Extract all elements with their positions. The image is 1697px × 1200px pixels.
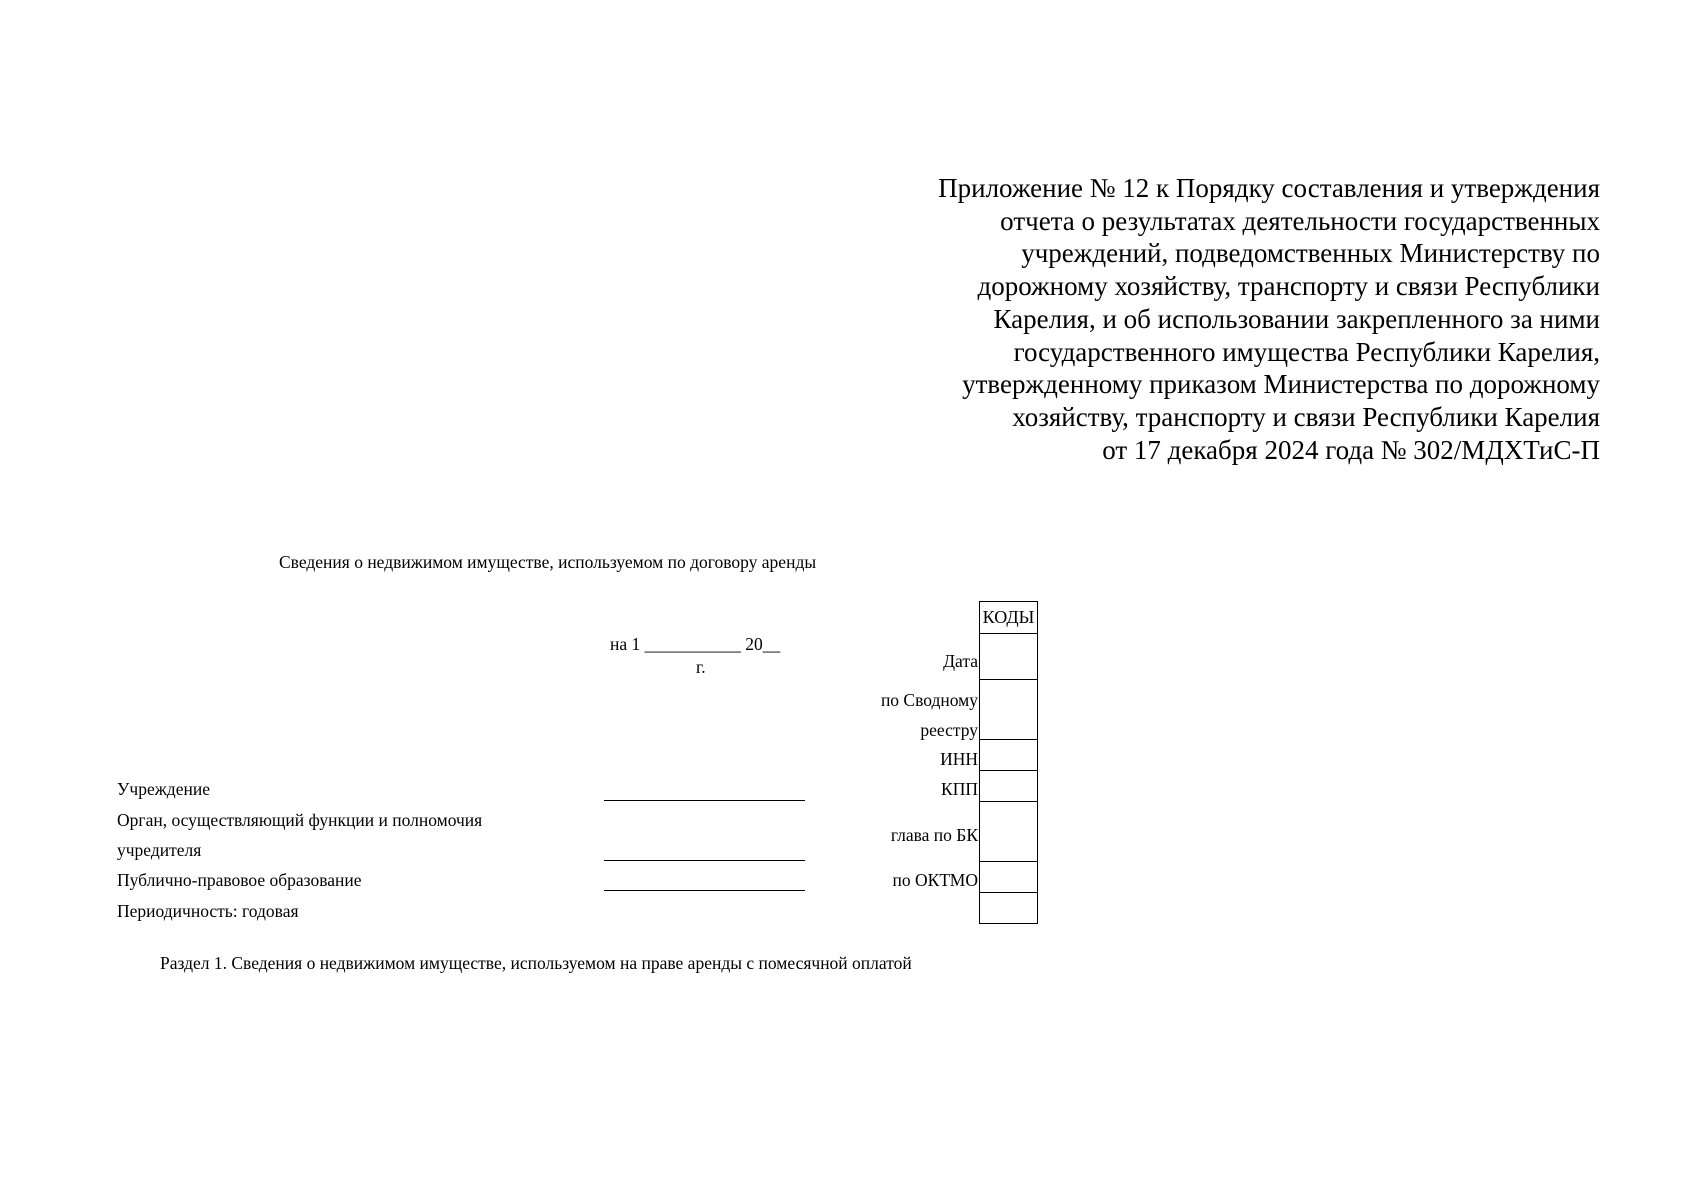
code-label-date: Дата [943,651,978,671]
appendix-line: отчета о результатах деятельности государственных [1000,205,1600,236]
code-label-registry-line1: по Сводному [880,690,978,710]
report-date-year: г. [696,657,706,677]
code-label-budget-chapter: глава по БК [890,825,978,845]
appendix-line: учреждений, подведомственных Министерству по [1021,238,1600,269]
appendix-line: Приложение № 12 к Порядку составления и утверждения [938,173,1600,203]
public-entity-input-line[interactable] [604,890,805,891]
field-label-public-entity: Публично-правовое образование [117,870,362,890]
code-cell-kpp [980,770,1037,801]
appendix-line: утвержденному приказом Министерства по дорожному [962,369,1600,400]
codes-table [979,601,1038,924]
code-cell-date [980,633,1037,679]
code-label-kpp: КПП [941,779,978,799]
form-title: Сведения о недвижимом имуществе, используемом по договору аренды [279,552,817,572]
code-cell-budget-chapter [980,801,1037,861]
report-date-line: на 1 ___________ 20__ [610,634,781,654]
field-label-founder-line2: учредителя [117,840,202,860]
founder-input-line[interactable] [604,860,805,861]
institution-input-line[interactable] [604,800,805,801]
appendix-line: Карелия, и об использовании закрепленного за ними [993,303,1600,334]
field-label-founder-line1: Орган, осуществляющий функции и полномочия [117,810,483,830]
code-cell-registry [980,679,1037,739]
code-cell-extra [980,892,1037,923]
appendix-line: хозяйству, транспорту и связи Республики Карелия [1012,401,1600,432]
appendix-line: от 17 декабря 2024 года № 302/МДХТиС-П [1102,434,1600,465]
appendix-header [860,172,1600,466]
code-label-inn: ИНН [940,749,978,769]
section-1-title: Раздел 1. Сведения о недвижимом имуществе, используемом на праве аренды с помесячной оплатой [160,953,912,973]
appendix-line: дорожному хозяйству, транспорту и связи Республики [977,271,1600,302]
field-label-institution: Учреждение [117,779,210,799]
field-label-periodicity: Периодичность: годовая [117,901,299,921]
codes-header: КОДЫ [982,607,1035,627]
code-cell-oktmo [980,861,1037,892]
code-cell-inn [980,739,1037,770]
code-label-oktmo: по ОКТМО [892,870,978,890]
appendix-line: государственного имущества Республики Карелия, [1013,336,1600,367]
code-label-registry-line2: реестру [920,720,978,740]
